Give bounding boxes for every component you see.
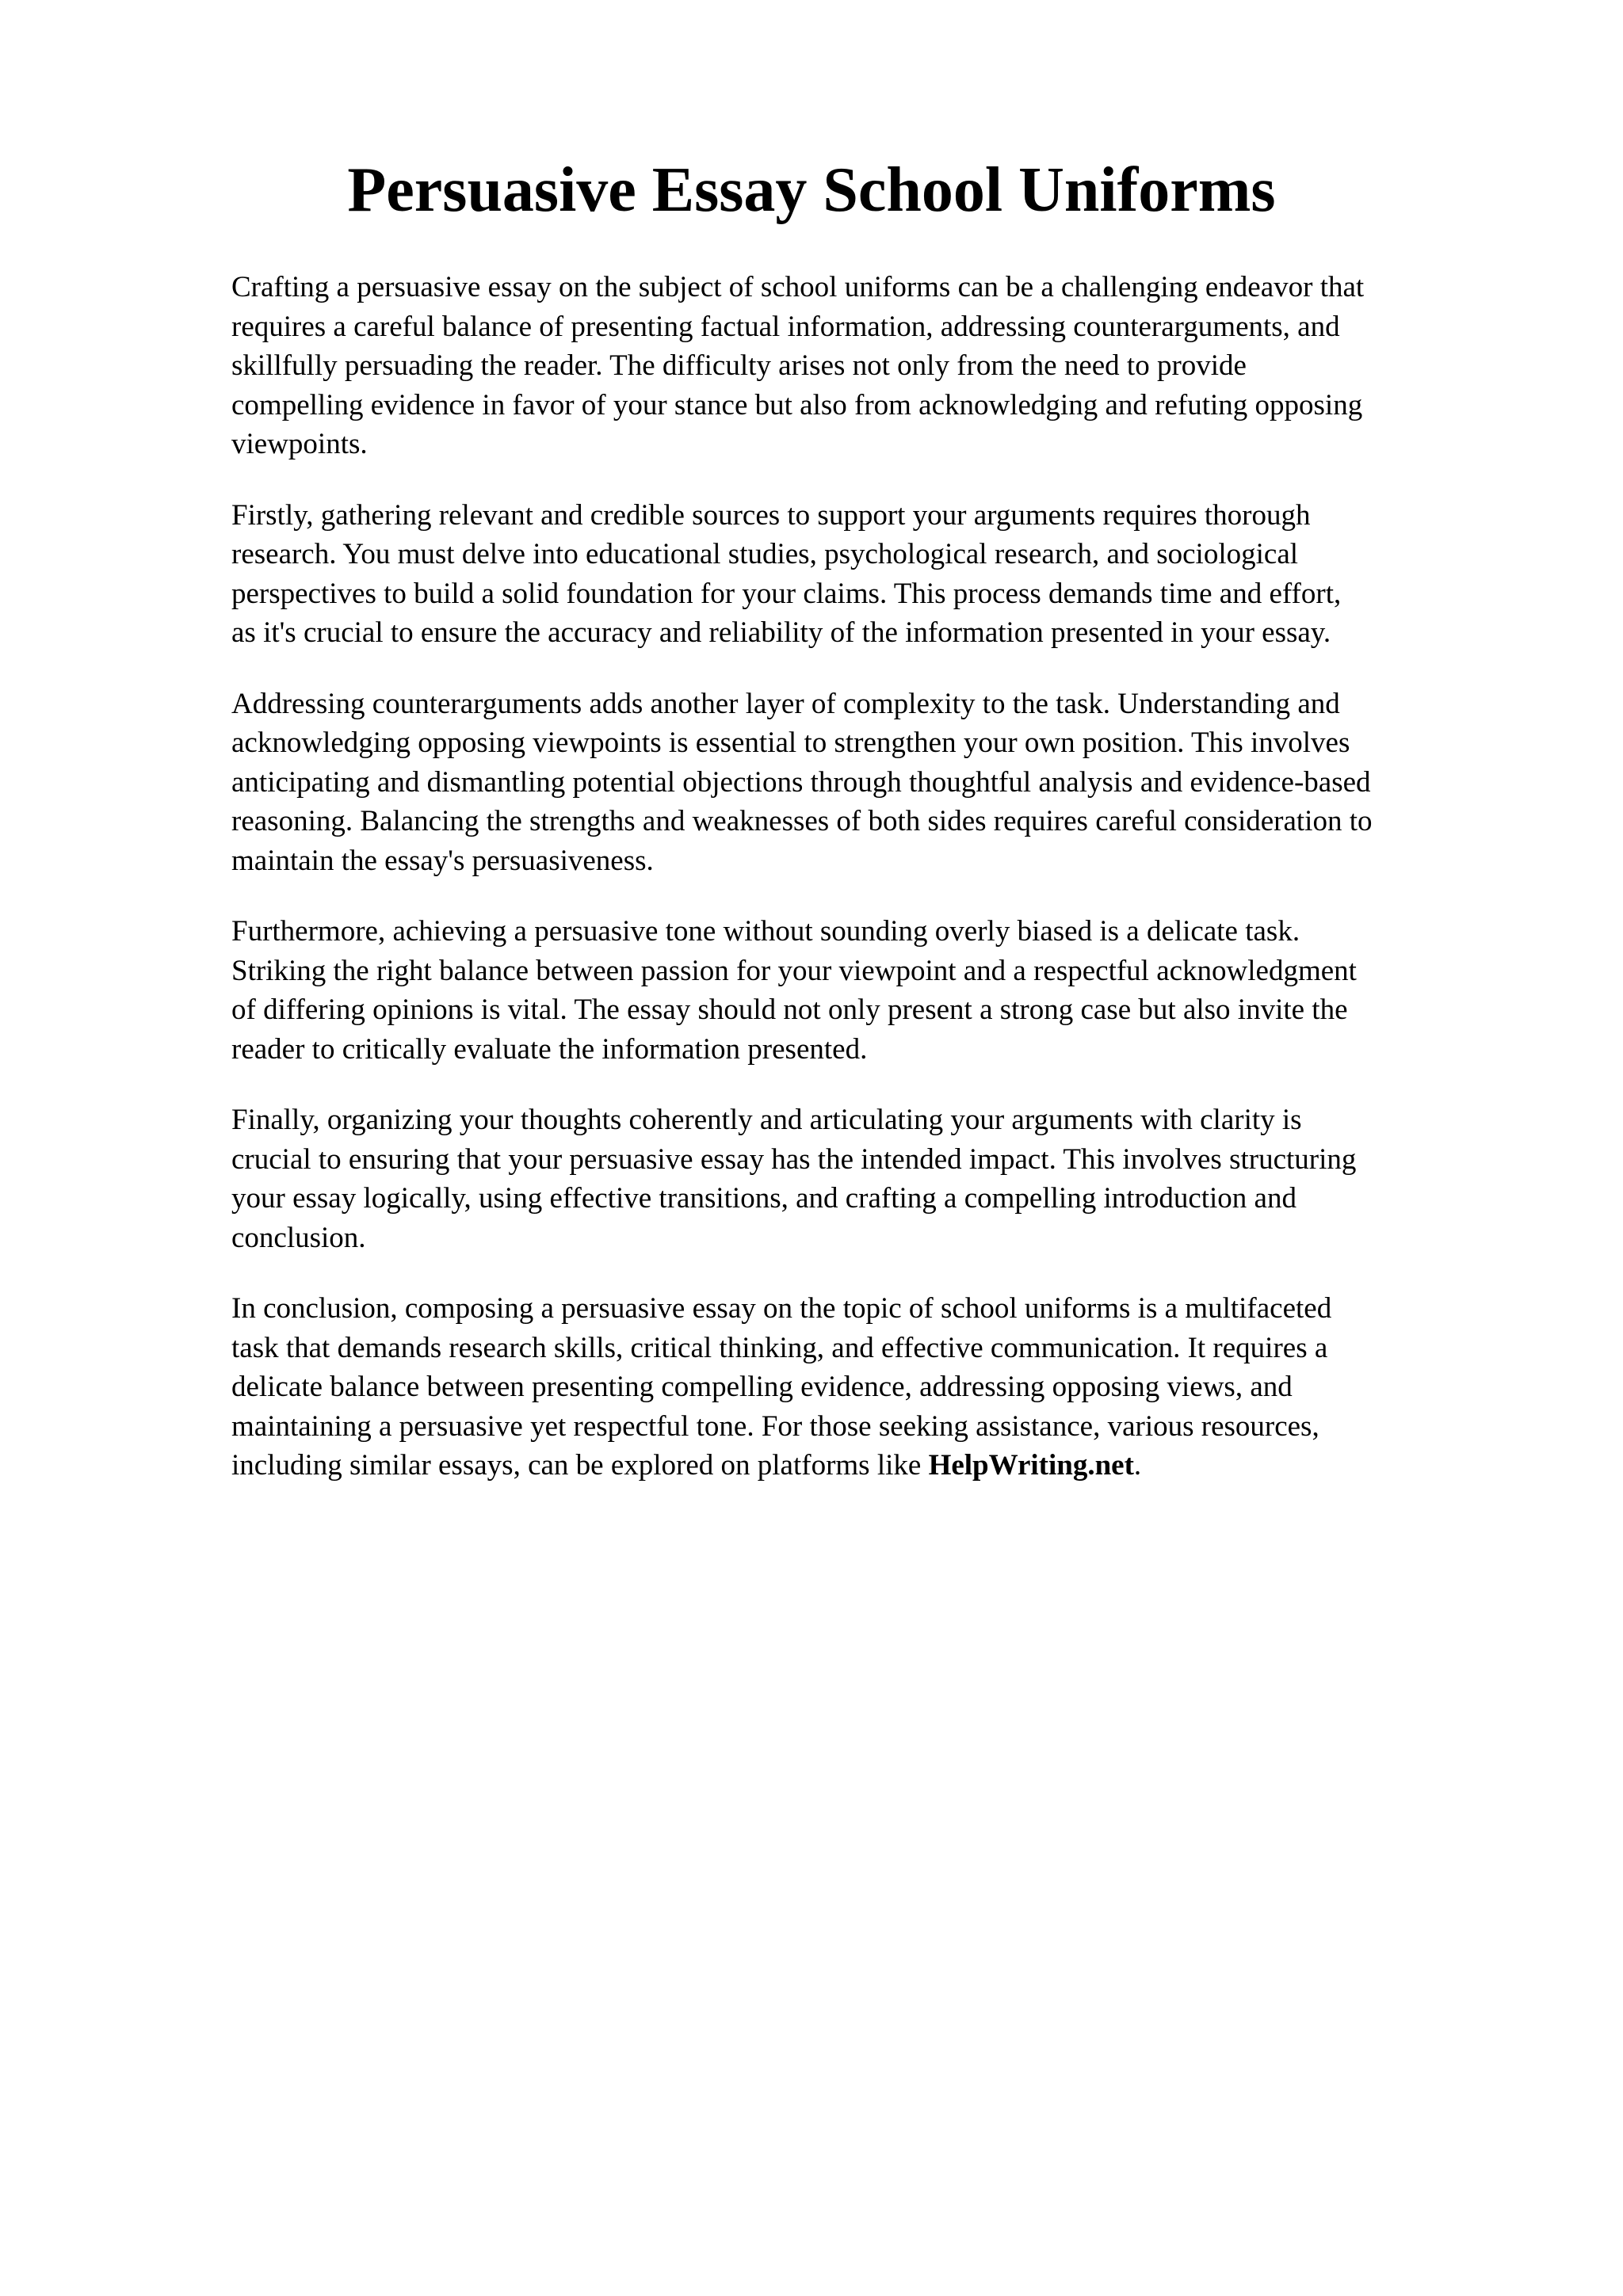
paragraph-line: as it's crucial to ensure the accuracy and reliability of the information presented in your essay.	[231, 616, 1331, 649]
paragraph-5	[231, 1100, 1515, 1257]
paragraph-last-line	[231, 1446, 1515, 1486]
document-body	[231, 268, 1515, 1517]
paragraph-line: reader to critically evaluate the information presented.	[231, 1032, 868, 1066]
paragraph-line: requires a careful balance of presenting factual information, addressing counterarguments, and	[231, 310, 1340, 343]
paragraph-line: Striking the right balance between passion for your viewpoint and a respectful acknowledgment	[231, 954, 1357, 987]
paragraph-line: skillfully persuading the reader. The difficulty arises not only from the need to provide	[231, 349, 1247, 382]
paragraph-line: Firstly, gathering relevant and credible sources to support your arguments requires thorough	[231, 498, 1311, 532]
paragraph-line: acknowledging opposing viewpoints is essential to strengthen your own position. This involves	[231, 727, 1350, 759]
paragraph-line: In conclusion, composing a persuasive essay on the topic of school uniforms is a multifaceted	[231, 1292, 1332, 1325]
paragraph-line: your essay logically, using effective transitions, and crafting a compelling introduction and	[231, 1182, 1296, 1215]
paragraph-line: research. You must delve into educational studies, psychological research, and sociological	[231, 538, 1299, 570]
last-line-text: including similar essays, can be explored on platforms like	[231, 1449, 929, 1482]
paragraph-line: Finally, organizing your thoughts coherently and articulating your arguments with clarity is	[231, 1104, 1302, 1136]
paragraph-line: Furthermore, achieving a persuasive tone without sounding overly biased is a delicate task.	[231, 915, 1300, 948]
paragraph-line: perspectives to build a solid foundation for your claims. This process demands time and effort,	[231, 577, 1342, 610]
paragraph-6	[231, 1289, 1515, 1486]
paragraph-4	[231, 912, 1515, 1069]
last-line-period: .	[1133, 1449, 1142, 1482]
paragraph-1	[231, 268, 1515, 464]
paragraph-line: of differing opinions is vital. The essay should not only present a strong case but also invite the	[231, 994, 1348, 1026]
paragraph-line: viewpoints.	[231, 428, 368, 460]
paragraph-line: maintain the essay's persuasiveness.	[231, 844, 654, 877]
paragraph-line: task that demands research skills, critical thinking, and effective communication. It requires a	[231, 1331, 1328, 1364]
paragraph-line: conclusion.	[231, 1221, 366, 1254]
paragraph-2	[231, 496, 1515, 653]
paragraph-line: crucial to ensuring that your persuasive essay has the intended impact. This involves structuring	[231, 1142, 1357, 1176]
paragraph-line: maintaining a persuasive yet respectful tone. For those seeking assistance, various resources,	[231, 1409, 1319, 1443]
paragraph-line: Crafting a persuasive essay on the subject of school uniforms can be a challenging endeavor that	[231, 271, 1365, 303]
paragraph-line: anticipating and dismantling potential objections through thoughtful analysis and evidence-based	[231, 765, 1371, 799]
paragraph-line: Addressing counterarguments adds another layer of complexity to the task. Understanding and	[231, 687, 1340, 720]
paragraph-line: reasoning. Balancing the strengths and weaknesses of both sides requires careful consideration to	[231, 805, 1373, 837]
document-title: Persuasive Essay School Uniforms	[347, 155, 1276, 225]
helpwriting-link[interactable]: HelpWriting.net	[928, 1449, 1134, 1482]
paragraph-line: delicate balance between presenting compelling evidence, addressing opposing views, and	[231, 1371, 1293, 1403]
paragraph-line: compelling evidence in favor of your stance but also from acknowledging and refuting opposing	[231, 388, 1363, 421]
paragraph-3	[231, 685, 1515, 881]
